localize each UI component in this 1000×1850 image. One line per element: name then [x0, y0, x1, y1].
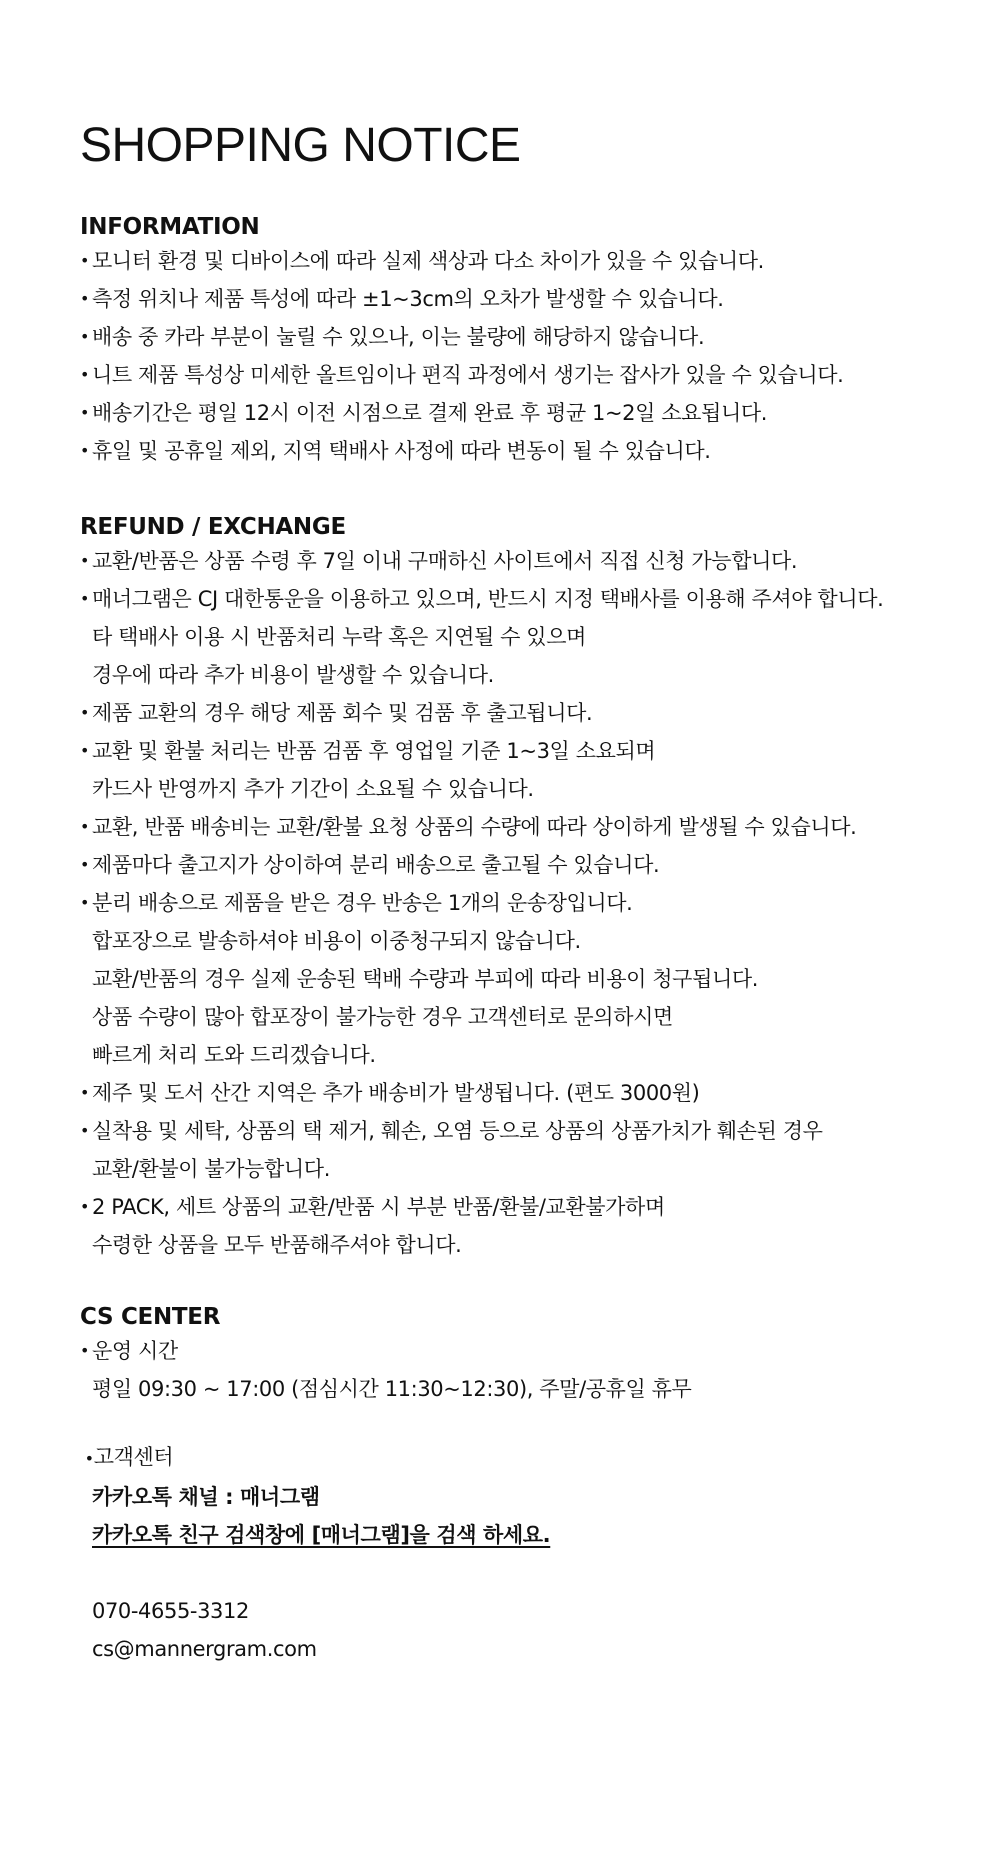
list-item-text: • 교환, 반품 배송비는 교환/환불 요청 상품의 수량에 따라 상이하게 발생될 수 있습니다.: [92, 815, 857, 839]
list-item-text: 수령한 상품을 모두 반품해주셔야 합니다.: [92, 1233, 462, 1257]
kakao-search-link[interactable]: 카카오톡 친구 검색창에 [매너그램]을 검색 하세요.: [92, 1523, 551, 1547]
list-item-text: 교환/반품의 경우 실제 운송된 택배 수량과 부피에 따라 비용이 청구됩니다.: [92, 967, 759, 991]
page-title: SHOPPING NOTICE: [80, 119, 521, 172]
list-item-text: 카드사 반영까지 추가 기간이 소요될 수 있습니다.: [92, 777, 534, 801]
shopping-notice: [80, 118, 960, 1668]
list-item-text: • 매너그램은 CJ 대한통운을 이용하고 있으며, 반드시 지정 택배사를 이용해 주셔야 합니다.: [92, 587, 884, 611]
list-item-text: • 제주 및 도서 산간 지역은 추가 배송비가 발생됩니다. (편도 3000원): [92, 1081, 700, 1105]
customer-center: [80, 1438, 960, 1554]
list-item: [80, 846, 960, 884]
customer-center-label: 고객센터: [93, 1445, 174, 1469]
list-item-text: • 교환/반품은 상품 수령 후 7일 이내 구매하신 사이트에서 직접 신청 가능합니다.: [92, 549, 798, 573]
information-heading: INFORMATION: [80, 214, 260, 240]
hours-value: 평일 09:30 ~ 17:00 (점심시간 11:30~12:30), 주말/공휴일 휴무: [92, 1377, 692, 1401]
information-section: [80, 212, 960, 470]
refund-exchange-section: [80, 512, 960, 1264]
list-item: [80, 732, 960, 808]
list-item-text: • 휴일 및 공휴일 제외, 지역 택배사 사정에 따라 변동이 될 수 있습니다.: [92, 439, 711, 463]
list-item-text: • 제품 교환의 경우 해당 제품 회수 및 검품 후 출고됩니다.: [92, 701, 593, 725]
list-item-text: • 니트 제품 특성상 미세한 올트임이나 편직 과정에서 생기는 잡사가 있을 수 있습니다.: [92, 363, 844, 387]
list-item: [80, 318, 960, 356]
list-item: [80, 808, 960, 846]
list-item-text: • 실착용 및 세탁, 상품의 택 제거, 훼손, 오염 등으로 상품의 상품가치가 훼손된 경우: [92, 1119, 823, 1143]
list-item: [80, 1112, 960, 1188]
cs-center-section: [80, 1302, 960, 1668]
list-item: [80, 884, 960, 1074]
phone-number[interactable]: 070-4655-3312: [92, 1599, 249, 1623]
list-item-text: • 2 PACK, 세트 상품의 교환/반품 시 부분 반품/환불/교환불가하며: [92, 1195, 665, 1219]
refund-exchange-heading: REFUND / EXCHANGE: [80, 514, 346, 540]
list-item: [80, 394, 960, 432]
list-item-text: • 분리 배송으로 제품을 받은 경우 반송은 1개의 운송장입니다.: [92, 891, 633, 915]
kakao-channel: 카카오톡 채널 : 매너그램: [92, 1485, 320, 1509]
refund-exchange-list: [80, 542, 960, 1264]
list-item-text: • 측정 위치나 제품 특성에 따라 ±1~3cm의 오차가 발생할 수 있습니다.: [92, 287, 724, 311]
list-item-text: 타 택배사 이용 시 반품처리 누락 혹은 지연될 수 있으며: [92, 625, 586, 649]
list-item: [80, 432, 960, 470]
list-item-text: 상품 수량이 많아 합포장이 불가능한 경우 고객센터로 문의하시면: [92, 1005, 673, 1029]
list-item: [80, 1332, 960, 1408]
email-address[interactable]: cs@mannergram.com: [92, 1637, 317, 1661]
list-item-text: 빠르게 처리 도와 드리겠습니다.: [92, 1043, 376, 1067]
list-item: [80, 694, 960, 732]
hours-label: • 운영 시간: [92, 1339, 178, 1363]
list-item: [80, 280, 960, 318]
list-item-text: 합포장으로 발송하셔야 비용이 이중청구되지 않습니다.: [92, 929, 581, 953]
contact-info: [80, 1592, 960, 1668]
list-item-text: 교환/환불이 불가능합니다.: [92, 1157, 330, 1181]
list-item-text: • 배송기간은 평일 12시 이전 시점으로 결제 완료 후 평균 1~2일 소요됩니다.: [92, 401, 767, 425]
list-item-text: • 교환 및 환불 처리는 반품 검품 후 영업일 기준 1~3일 소요되며: [92, 739, 656, 763]
list-item-text: • 제품마다 출고지가 상이하여 분리 배송으로 출고될 수 있습니다.: [92, 853, 660, 877]
list-item: [80, 542, 960, 580]
list-item: [80, 1074, 960, 1112]
cs-hours-list: [80, 1332, 960, 1408]
list-item: [80, 356, 960, 394]
information-list: [80, 242, 960, 470]
list-item: [80, 242, 960, 280]
customer-center-label-line: [80, 1438, 960, 1478]
list-item-text: • 모니터 환경 및 디바이스에 따라 실제 색상과 다소 차이가 있을 수 있습니다.: [92, 249, 764, 273]
list-item: [80, 580, 960, 694]
list-item-text: • 배송 중 카라 부분이 눌릴 수 있으나, 이는 불량에 해당하지 않습니다.: [92, 325, 705, 349]
cs-center-heading: CS CENTER: [80, 1304, 221, 1330]
list-item: [80, 1188, 960, 1264]
bullet-icon: •: [80, 1449, 94, 1468]
list-item-text: 경우에 따라 추가 비용이 발생할 수 있습니다.: [92, 663, 494, 687]
